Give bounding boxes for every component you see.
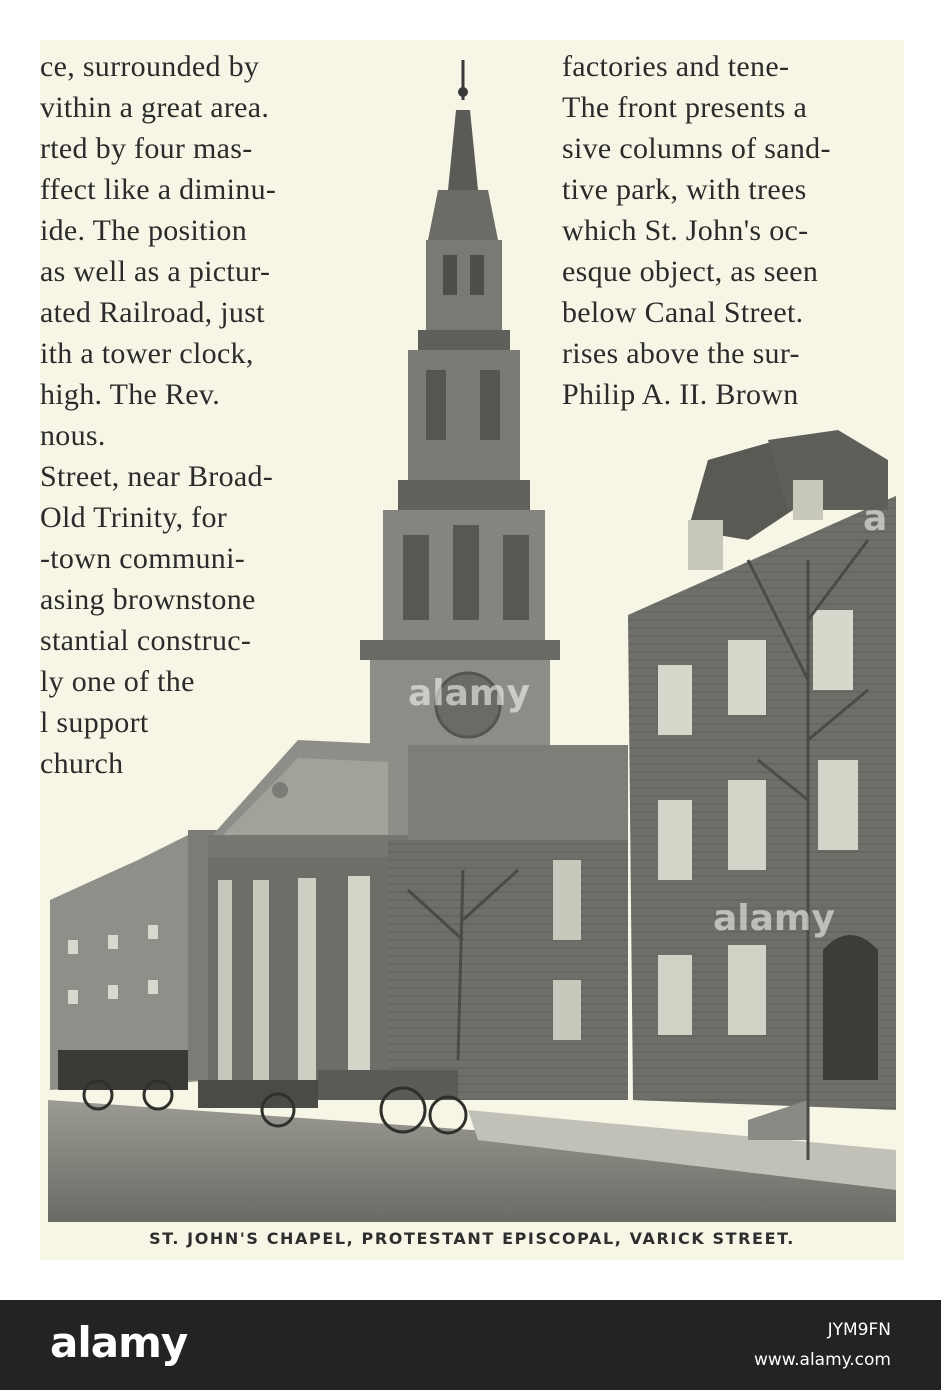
photo-caption: ST. JOHN'S CHAPEL, PROTESTANT EPISCOPAL, VARICK STREET.	[149, 1229, 795, 1248]
left-line: Old Trinity, for	[40, 501, 228, 534]
left-line: rted by four mas-	[40, 132, 253, 165]
left-line: ated Railroad, just	[40, 296, 265, 329]
left-line: -town communi-	[40, 542, 246, 575]
left-line: ly one of the	[40, 665, 195, 698]
left-line: as well as a pictur-	[40, 255, 271, 288]
left-line: high. The Rev.	[40, 378, 221, 411]
left-line: asing brownstone	[40, 583, 256, 616]
right-line: rises above the sur-	[562, 337, 800, 370]
right-line: which St. John's oc-	[562, 214, 809, 247]
left-line: vithin a great area.	[40, 91, 270, 124]
chapel-steeple	[360, 60, 560, 760]
left-line: ith a tower clock,	[40, 337, 254, 370]
svg-text:a: a	[863, 498, 888, 539]
left-line: l support	[40, 706, 149, 739]
right-line: esque object, as seen	[562, 255, 819, 288]
chapel-photograph	[48, 40, 896, 1222]
left-line: Street, near Broad-	[40, 460, 274, 493]
site-url-label: www.alamy.com	[753, 1350, 891, 1370]
image-id-label: JYM9FN	[827, 1320, 891, 1340]
scanned-page	[40, 40, 904, 1260]
left-line: nous.	[40, 419, 106, 452]
left-line: ce, surrounded by	[40, 50, 260, 83]
right-line: factories and tene-	[562, 50, 790, 83]
left-line: stantial construc-	[40, 624, 252, 657]
right-line: tive park, with trees	[562, 173, 807, 206]
left-line: church	[40, 747, 124, 780]
alamy-logo: alamy	[50, 1318, 188, 1367]
chapel-portico	[208, 740, 628, 1100]
svg-text:alamy: alamy	[408, 673, 530, 714]
watermark-footer	[0, 1300, 941, 1390]
left-line: ffect like a diminu-	[40, 173, 277, 206]
svg-text:alamy: alamy	[713, 898, 835, 939]
right-line: below Canal Street.	[562, 296, 804, 329]
right-line: The front presents a	[562, 91, 808, 124]
right-line: sive columns of sand-	[562, 132, 831, 165]
townhouse	[628, 430, 896, 1140]
right-line: Philip A. II. Brown	[562, 378, 799, 411]
left-line: ide. The position	[40, 214, 248, 247]
